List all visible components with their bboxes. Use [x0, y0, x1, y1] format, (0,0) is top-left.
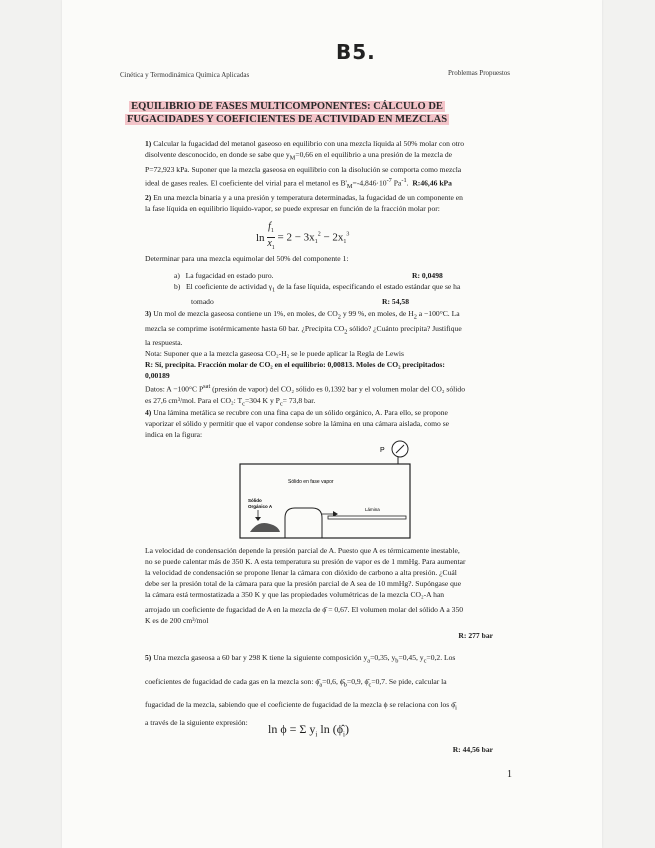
problem-5: 5) Una mezcla gaseosa a 60 bar y 298 K tiene la siguiente composición $y_a=0,35$, $y_b=0,45$, $y_c=0,2$. Los coeficientes de fugacidad de cada gas en la mezcla son: $\phî_a=0,6$, $\phî_b=0,9$, $\phî_c=0,7$. Se pide, calcular la fugacidad de la mezcla, sabiendo que el coeficiente de fugacidad de la mezcla ϕ se relaciona con los $\phî_i$ a través de la siguiente expresión:: [145, 651, 515, 730]
chamber-figure: [230, 440, 430, 540]
item-b-answer: R: 54,58: [382, 296, 409, 306]
problem-3-line-2a: mezcla se comprime isotérmicamente hasta 60 bar. ¿Precipita CO: [145, 323, 345, 333]
item-a-text: La fugacidad en estado puro.: [185, 271, 274, 280]
problem-5-line-1b: =0,35, y: [370, 653, 396, 662]
problem-1: 1) Calcular la fugacidad del metanol gaseoso en equilibrio con una mezcla líquida al 50% molar con otro disolvente desconocido, en donde se sabe que $y_M=0,66$ en el equilibrio a una presión de la mezcla de P=72,923 kPa. Suponer que la mezcla gaseosa en equilibrio con la disolución se comporta como mezcla ideal de gases reales. El coeficiente del virial para el metanol es $B'_M=-4,846\cdot 10^{-7}$ $Pa^{-1}$. R:46,46 kPa: [145, 138, 515, 192]
problem-2-formula-a: = 2 − 3x: [277, 231, 315, 244]
problem-2-formula: ln $\frac{f_1}{x_1}$ = $2 - 3x_1^2 - 2x_1^3$: [256, 221, 350, 251]
problem-4-text-1: La velocidad de condensación depende la presión parcial de A. Puesto que A es térmicamente inestable,: [145, 546, 460, 555]
problem-3-line-2b: sólido? ¿Cuánto precipita? Justifique: [347, 323, 462, 333]
figure-label-vapor: Sólido en fase vapor: [288, 479, 334, 485]
problem-3-data-2c: = 73,8 bar.: [282, 395, 316, 405]
document-title: [108, 100, 466, 126]
problem-1-line-2a: disolvente desconocido, en donde se sabe que y: [145, 150, 290, 159]
problem-2: [145, 192, 515, 214]
figure-label-p: P: [380, 447, 385, 454]
problem-3-line-1b: y 99 %, en moles, de H: [340, 309, 414, 318]
problem-3-answer-1: R: Sí, precipita. Fracción molar de CO₂ en el equilibrio: 0,00813. Moles de CO₂ precipitados:: [145, 360, 445, 370]
organic-solid-pile: [250, 523, 280, 532]
figure-label-solid-1: Sólido: [248, 498, 262, 503]
problem-4-text-6: arrojado un coeficiente de fugacidad de A en la mezcla de ϕ̂ = 0,67. El volumen molar del sólido A a 350: [145, 605, 464, 614]
problem-2-intro: Determinar para una mezcla equimolar del 50% del componente 1:: [145, 254, 349, 263]
problem-1-answer: R:46,46 kPa: [412, 178, 452, 188]
problem-5-formula: ln ϕ = Σ $y_i$ $\ln (\phî_i)$: [268, 722, 349, 739]
problem-2-number: 2): [145, 193, 152, 202]
problem-3-note: Nota: Suponer que a la mezcla gaseosa CO₂-H₂ se le puede aplicar la Regla de Lewis: [145, 349, 404, 359]
figure-label-solid-2: Orgánico A: [248, 504, 273, 509]
problem-1-line-3: P=72,923 kPa. Suponer que la mezcla gaseosa en equilibrio con la disolución se comporta como mezcla: [145, 164, 462, 174]
problem-1-line-2b: =0,66 en el equilibrio a una presión de la mezcla de: [295, 150, 453, 159]
problem-5-number: 5): [145, 653, 152, 662]
problem-4-number: 4): [145, 408, 152, 417]
solid-arrow-head: [255, 517, 261, 521]
title-line-1: EQUILIBRIO DE FASES MULTICOMPONENTES: CÁLCULO DE: [131, 101, 443, 112]
problem-3-data-2b: =304 K y P: [244, 395, 280, 405]
page-number: 1: [507, 769, 512, 780]
problem-5-line-2d: =0,7. Se pide, calcular la: [371, 676, 447, 686]
item-b-text-2: tomado: [191, 296, 214, 306]
problem-4-text: [145, 545, 515, 600]
problem-2-line-1: En una mezcla binaria y a una presión y temperatura determinadas, la fugacidad de un componente en: [153, 193, 463, 202]
problem-1-number: 1): [145, 139, 152, 148]
problem-1-line-4a: ideal de gases reales. El coeficiente del virial para el metanol es B': [145, 178, 347, 188]
problem-3-data-1a: Datos: A −100°C P: [145, 384, 204, 394]
problem-5-line-2c: =0,9, ϕ̂: [346, 676, 369, 686]
problem-5-line-3: fugacidad de la mezcla, sabiendo que el coeficiente de fugacidad de la mezcla ϕ se relaciona con los ϕ̂: [145, 700, 456, 710]
problem-3-answer-2: 0,00189: [145, 371, 170, 381]
problem-3-number: 3): [145, 309, 152, 318]
problem-5-line-4: a través de la siguiente expresión:: [145, 717, 248, 727]
problem-3-line-3: la respuesta.: [145, 338, 183, 348]
problem-4-line-1: Una lámina metálica se recubre con una fina capa de un sólido orgánico, A. Para ello, se propone: [153, 408, 448, 417]
problem-3-data-1b: (presión de vapor) del CO₂ sólido es 0,1392 bar y el volumen molar del CO₂ sólido: [210, 384, 465, 394]
item-a-answer: R: 0,0498: [412, 271, 443, 280]
problem-1-line-4c: Pa: [391, 178, 402, 188]
problem-3-data-2a: es 27,6 cm³/mol. Para el CO₂: T: [145, 395, 243, 405]
item-b-label: b): [174, 282, 181, 291]
title-line-2: FUGACIDADES Y COEFICIENTES DE ACTIVIDAD EN MEZCLAS: [126, 114, 448, 125]
problem-5-answer: R: 44,56 bar: [452, 745, 493, 754]
header-left: Cinética y Termodinámica Química Aplicadas: [120, 71, 250, 79]
problem-5-line-1d: =0,2. Los: [426, 653, 456, 662]
problem-5-formula-b: ln (ϕ̂: [317, 722, 344, 736]
problem-4-text-2: no se puede calentar más de 350 K. A esta temperatura su presión de vapor es de 1 mmHg. Para aumentar: [145, 557, 466, 566]
problem-5-line-2a: coeficientes de fugacidad de cada gas en la mezcla son: ϕ̂: [145, 676, 320, 686]
problem-4-text-b: [145, 604, 515, 626]
handwritten-code: B5.: [336, 40, 376, 64]
item-b-text-1a: El coeficiente de actividad γ: [186, 282, 273, 291]
problem-5-formula-c: ): [344, 722, 349, 736]
problem-2-item-b: b) El coeficiente de actividad $\gamma_1$ de la fase líquida, especificando el estado estándar que se ha tomado R: 54,58: [174, 282, 461, 306]
problem-5-line-1c: =0,45, y: [398, 653, 424, 662]
problem-4-text-7: K es de 200 cm³/mol: [145, 616, 209, 625]
problem-3-line-1a: Un mol de mezcla gaseosa contiene un 1%, en moles, de CO: [153, 309, 338, 318]
problem-4-answer: R: 277 bar: [458, 631, 493, 640]
problem-4-line-3: indica en la figura:: [145, 430, 203, 439]
item-a-label: a): [174, 271, 180, 280]
header-right: Problemas Propuestos: [448, 69, 511, 77]
problem-4-text-4: debe ser la presión total de la cámara para que la presión parcial de A sea de 10 mmHg?. Supóngase que: [145, 579, 462, 588]
problem-3-line-1c: a −100°C. La: [416, 309, 460, 318]
problem-3: 3) Un mol de mezcla gaseosa contiene un 1%, en moles, de $CO_2$ y 99 %, en moles, de $H_2$ a −100°C. La mezcla se comprime isotérmicamente hasta 60 bar. ¿Precipita $CO_2$ sólido? ¿Cuánto precipita? Justifique la respuesta. Nota: Suponer que a la mezcla gaseosa CO₂-H₂ se le puede aplicar la Regla de Lewis R: Sí, precipita. Fracción molar de CO₂ en el equilibrio: 0,00813. Moles de CO₂ precipitados: 0,00189 Datos: A −100°C $P^{sat}$ (presión de vapor) del CO₂ sólido es 0,1392 bar y el volumen molar del CO₂ sólido es 27,6 cm³/mol. Para el CO₂: $T_c=304$ K y $P_c= 73,8$ bar.: [145, 308, 515, 409]
problem-2-formula-b: − 2x: [320, 231, 344, 244]
metal-sheet: [328, 516, 406, 519]
problem-4-line-2: vaporizar el sólido y permitir que el vapor condense sobre la lámina en una cámara aislada, como se: [145, 419, 450, 428]
item-b-text-1b: de la fase líquida, especificando el estado estándar que se ha: [275, 282, 461, 291]
problem-5-formula-a: ln ϕ = Σ y: [268, 722, 316, 736]
problem-2-line-2: la fase líquida en equilibrio líquido-vapor, se puede expresar en función de la fracción molar por:: [145, 204, 440, 213]
problem-4-text-5: la cámara está termostatizada a 350 K y que las propiedades volumétricas de la mezcla CO₂-A han: [145, 590, 445, 599]
problem-1-line-4b: =-4,846·10: [352, 178, 387, 188]
heater-block: [285, 508, 322, 538]
problem-2-item-a: [174, 270, 514, 281]
problem-5-line-1a: Una mezcla gaseosa a 60 bar y 298 K tiene la siguiente composición y: [153, 653, 368, 662]
problem-4-text-3: la velocidad de condensación se propone llenar la cámara con dióxido de carbono a alta presión. ¿Cuál: [145, 568, 457, 577]
problem-1-line-1: Calcular la fugacidad del metanol gaseoso en equilibrio con una mezcla líquida al 50% molar con otro: [153, 139, 465, 148]
figure-label-lamina: Lámina: [365, 507, 380, 512]
problem-5-line-2b: =0,6, ϕ̂: [322, 676, 344, 686]
problem-4: [145, 407, 515, 440]
